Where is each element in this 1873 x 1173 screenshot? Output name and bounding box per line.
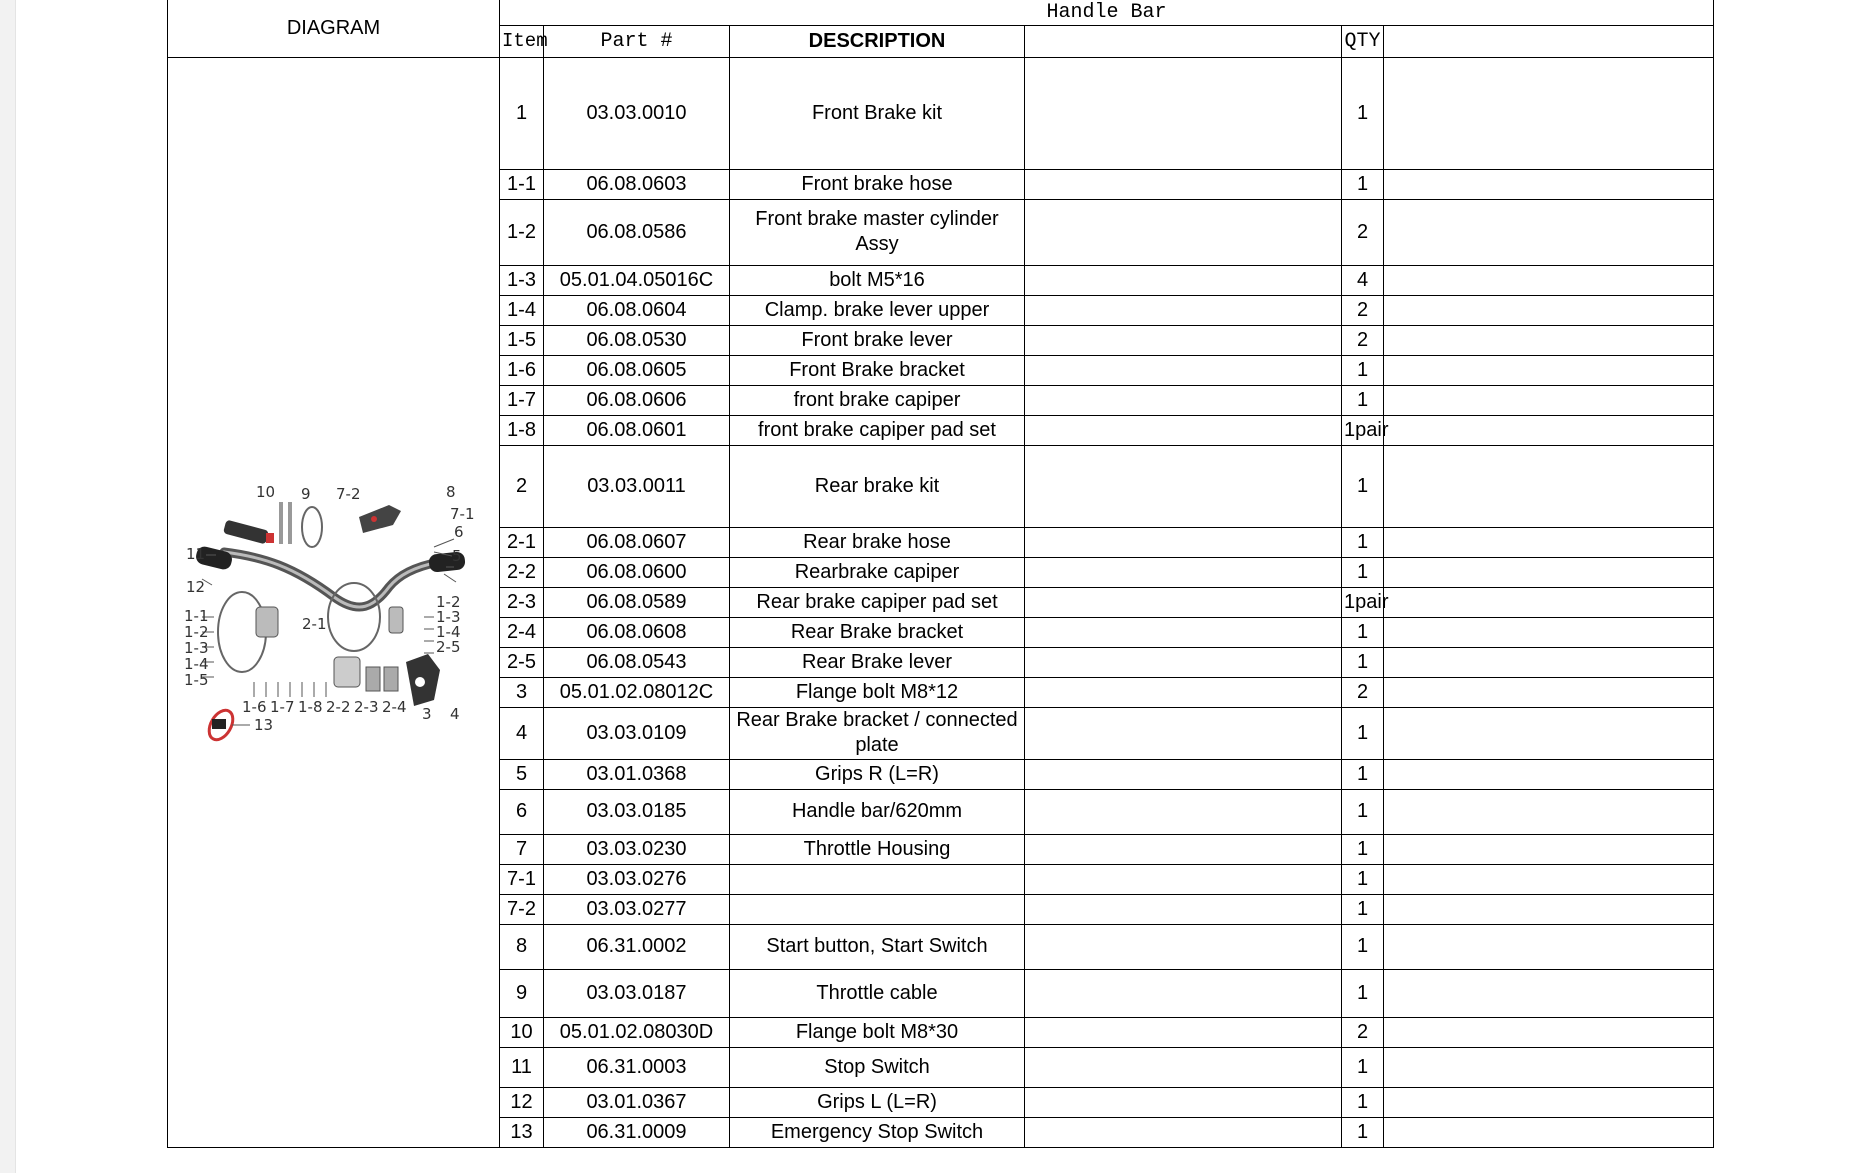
blank-cell xyxy=(1025,355,1342,385)
svg-text:1-5: 1-5 xyxy=(183,671,208,689)
qty-cell: 1 xyxy=(1342,789,1384,834)
qty-cell: 1 xyxy=(1342,445,1384,527)
item-cell: 5 xyxy=(500,759,544,789)
part-number-cell: 06.08.0608 xyxy=(544,617,730,647)
part-number-cell: 06.08.0530 xyxy=(544,325,730,355)
item-cell: 12 xyxy=(500,1087,544,1117)
blank-cell xyxy=(1384,789,1714,834)
blank-cell xyxy=(1384,864,1714,894)
item-cell: 7-1 xyxy=(500,864,544,894)
qty-cell: 1 xyxy=(1342,1087,1384,1117)
blank-cell xyxy=(1384,385,1714,415)
svg-text:13: 13 xyxy=(253,716,273,734)
description-cell: Rear brake kit xyxy=(730,445,1025,527)
item-cell: 1-1 xyxy=(500,169,544,199)
item-cell: 1-3 xyxy=(500,265,544,295)
svg-text:4: 4 xyxy=(449,705,460,723)
part-number-cell: 06.08.0600 xyxy=(544,557,730,587)
blank-cell xyxy=(1384,677,1714,707)
blank-cell xyxy=(1384,647,1714,677)
diagram-header: DIAGRAM xyxy=(168,0,500,57)
description-cell: Front Brake kit xyxy=(730,57,1025,169)
svg-text:1-2: 1-2 xyxy=(435,593,460,611)
blank-cell xyxy=(1384,527,1714,557)
part-number-cell: 06.08.0607 xyxy=(544,527,730,557)
svg-text:6: 6 xyxy=(453,523,464,541)
part-number-cell: 06.08.0601 xyxy=(544,415,730,445)
svg-text:7-1: 7-1 xyxy=(449,505,474,523)
blank-cell xyxy=(1384,834,1714,864)
qty-cell: 1 xyxy=(1342,864,1384,894)
svg-text:2-3: 2-3 xyxy=(353,698,378,716)
description-cell: Flange bolt M8*30 xyxy=(730,1017,1025,1047)
svg-text:1-3: 1-3 xyxy=(183,639,208,657)
blank-cell xyxy=(1025,199,1342,265)
qty-cell: 1 xyxy=(1342,647,1384,677)
blank-cell xyxy=(1025,759,1342,789)
item-cell: 2-2 xyxy=(500,557,544,587)
qty-cell: 1 xyxy=(1342,385,1384,415)
blank-cell xyxy=(1384,1087,1714,1117)
part-number-cell: 03.03.0276 xyxy=(544,864,730,894)
qty-cell: 1 xyxy=(1342,707,1384,759)
throttle-housing-shape xyxy=(359,505,401,533)
blank-cell xyxy=(1384,557,1714,587)
qty-cell: 1 xyxy=(1342,527,1384,557)
blank-cell xyxy=(1384,707,1714,759)
throttle-cable-shape xyxy=(302,507,322,547)
qty-cell: 1 xyxy=(1342,169,1384,199)
qty-cell: 1 xyxy=(1342,1047,1384,1087)
blank-cell xyxy=(1384,445,1714,527)
blank-cell xyxy=(1025,57,1342,169)
diagram-cell xyxy=(168,57,500,1147)
svg-text:11: 11 xyxy=(185,545,205,563)
blank-cell xyxy=(1025,385,1342,415)
part-number-cell: 03.03.0185 xyxy=(544,789,730,834)
svg-text:1-1: 1-1 xyxy=(183,607,208,625)
blank-cell xyxy=(1025,789,1342,834)
part-number-cell: 06.08.0586 xyxy=(544,199,730,265)
blank-cell xyxy=(1025,617,1342,647)
item-cell: 1-6 xyxy=(500,355,544,385)
description-cell: Rear Brake lever xyxy=(730,647,1025,677)
svg-text:1-8: 1-8 xyxy=(297,698,322,716)
item-cell: 1-4 xyxy=(500,295,544,325)
front-master-cylinder-shape xyxy=(256,607,278,637)
svg-text:1-4: 1-4 xyxy=(183,655,208,673)
part-number-cell: 03.01.0368 xyxy=(544,759,730,789)
description-cell: Throttle Housing xyxy=(730,834,1025,864)
header-description: DESCRIPTION xyxy=(730,25,1025,57)
blank-cell xyxy=(1384,617,1714,647)
part-number-cell: 03.03.0010 xyxy=(544,57,730,169)
qty-cell: 1 xyxy=(1342,617,1384,647)
qty-cell: 1 xyxy=(1342,924,1384,969)
item-cell: 8 xyxy=(500,924,544,969)
part-number-cell: 05.01.02.08012C xyxy=(544,677,730,707)
description-cell: Rear Brake bracket / connected plate xyxy=(730,707,1025,759)
qty-cell: 1 xyxy=(1342,1117,1384,1147)
description-cell: Throttle cable xyxy=(730,969,1025,1017)
item-cell: 2-3 xyxy=(500,587,544,617)
part-number-cell: 06.08.0603 xyxy=(544,169,730,199)
part-number-cell: 06.08.0606 xyxy=(544,385,730,415)
description-cell xyxy=(730,894,1025,924)
blank-cell xyxy=(1025,969,1342,1017)
item-cell: 1-8 xyxy=(500,415,544,445)
description-cell: Flange bolt M8*12 xyxy=(730,677,1025,707)
item-cell: 2-5 xyxy=(500,647,544,677)
item-cell: 2-1 xyxy=(500,527,544,557)
blank-cell xyxy=(1384,924,1714,969)
blank-cell xyxy=(1025,415,1342,445)
qty-cell: 1 xyxy=(1342,969,1384,1017)
description-cell: Handle bar/620mm xyxy=(730,789,1025,834)
svg-text:12: 12 xyxy=(185,578,205,596)
qty-cell: 4 xyxy=(1342,265,1384,295)
qty-cell: 2 xyxy=(1342,677,1384,707)
blank-cell xyxy=(1384,169,1714,199)
qty-cell: 1 xyxy=(1342,57,1384,169)
description-cell: Clamp. brake lever upper xyxy=(730,295,1025,325)
table-row xyxy=(168,57,1714,169)
svg-text:7-2: 7-2 xyxy=(335,485,360,503)
blank-cell xyxy=(1025,265,1342,295)
part-number-cell: 05.01.04.05016C xyxy=(544,265,730,295)
blank-cell xyxy=(1384,1117,1714,1147)
blank-cell xyxy=(1025,834,1342,864)
part-number-cell: 03.03.0011 xyxy=(544,445,730,527)
blank-cell xyxy=(1384,894,1714,924)
part-number-cell: 06.08.0604 xyxy=(544,295,730,325)
svg-text:10: 10 xyxy=(255,483,275,501)
blank-cell xyxy=(1025,1087,1342,1117)
description-cell: Rear brake hose xyxy=(730,527,1025,557)
handlebar-exploded-diagram xyxy=(184,457,484,747)
header-blank xyxy=(1025,25,1342,57)
qty-cell: 1pair xyxy=(1342,587,1384,617)
description-cell: front brake capiper pad set xyxy=(730,415,1025,445)
svg-text:1-2: 1-2 xyxy=(183,623,208,641)
blank-cell xyxy=(1384,759,1714,789)
qty-cell: 2 xyxy=(1342,1017,1384,1047)
description-cell: Start button, Start Switch xyxy=(730,924,1025,969)
blank-cell xyxy=(1384,415,1714,445)
part-number-cell: 06.08.0543 xyxy=(544,647,730,677)
rear-brake-hose-shape xyxy=(328,583,380,651)
svg-text:2-1: 2-1 xyxy=(301,615,326,633)
blank-cell xyxy=(1025,677,1342,707)
blank-cell xyxy=(1384,355,1714,385)
svg-text:1-4: 1-4 xyxy=(435,623,460,641)
blank-cell xyxy=(1025,1017,1342,1047)
item-cell: 11 xyxy=(500,1047,544,1087)
blank-cell xyxy=(1025,527,1342,557)
blank-cell xyxy=(1384,295,1714,325)
blank-cell xyxy=(1025,1117,1342,1147)
item-cell: 9 xyxy=(500,969,544,1017)
svg-text:9: 9 xyxy=(300,485,311,503)
svg-text:3: 3 xyxy=(421,705,432,723)
part-number-cell: 06.08.0605 xyxy=(544,355,730,385)
blank-cell xyxy=(1025,647,1342,677)
description-cell: bolt M5*16 xyxy=(730,265,1025,295)
part-number-cell: 06.31.0003 xyxy=(544,1047,730,1087)
qty-cell: 1 xyxy=(1342,355,1384,385)
title-row xyxy=(168,0,1714,25)
blank-cell xyxy=(1384,265,1714,295)
blank-cell xyxy=(1384,199,1714,265)
qty-cell: 1 xyxy=(1342,894,1384,924)
item-cell: 13 xyxy=(500,1117,544,1147)
sheet-title: Handle Bar xyxy=(500,0,1714,25)
stop-switch-shape xyxy=(222,520,268,545)
item-cell: 2 xyxy=(500,445,544,527)
parts-table xyxy=(167,0,1714,1148)
description-cell: Front brake lever xyxy=(730,325,1025,355)
blank-cell xyxy=(1025,894,1342,924)
qty-cell: 1 xyxy=(1342,557,1384,587)
svg-text:1-3: 1-3 xyxy=(435,608,460,626)
blank-cell xyxy=(1025,587,1342,617)
item-cell: 6 xyxy=(500,789,544,834)
description-cell: Emergency Stop Switch xyxy=(730,1117,1025,1147)
description-cell: Front brake hose xyxy=(730,169,1025,199)
description-cell: Rearbrake capiper xyxy=(730,557,1025,587)
svg-text:1-6: 1-6 xyxy=(241,698,266,716)
svg-text:2-4: 2-4 xyxy=(381,698,406,716)
header-qty: QTY xyxy=(1342,25,1384,57)
part-number-cell: 06.31.0009 xyxy=(544,1117,730,1147)
item-cell: 1 xyxy=(500,57,544,169)
svg-text:8: 8 xyxy=(445,483,456,501)
item-cell: 1-5 xyxy=(500,325,544,355)
description-cell: Rear Brake bracket xyxy=(730,617,1025,647)
part-number-cell: 06.08.0589 xyxy=(544,587,730,617)
svg-text:1-7: 1-7 xyxy=(269,698,294,716)
header-item: Item xyxy=(500,25,544,57)
part-number-cell: 05.01.02.08030D xyxy=(544,1017,730,1047)
qty-cell: 2 xyxy=(1342,295,1384,325)
item-cell: 7 xyxy=(500,834,544,864)
qty-cell: 2 xyxy=(1342,199,1384,265)
qty-cell: 2 xyxy=(1342,325,1384,355)
blank-cell xyxy=(1384,587,1714,617)
item-cell: 10 xyxy=(500,1017,544,1047)
description-cell: Stop Switch xyxy=(730,1047,1025,1087)
svg-text:2-5: 2-5 xyxy=(435,638,460,656)
blank-cell xyxy=(1025,864,1342,894)
blank-cell xyxy=(1025,169,1342,199)
part-number-cell: 03.03.0277 xyxy=(544,894,730,924)
blank-cell xyxy=(1025,295,1342,325)
blank-cell xyxy=(1384,57,1714,169)
item-cell: 1-2 xyxy=(500,199,544,265)
description-cell: Grips R (L=R) xyxy=(730,759,1025,789)
qty-cell: 1pair xyxy=(1342,415,1384,445)
blank-cell xyxy=(1025,1047,1342,1087)
rear-caliper-shape xyxy=(334,657,360,687)
blank-cell xyxy=(1384,969,1714,1017)
description-cell: Front Brake bracket xyxy=(730,355,1025,385)
svg-text:2-2: 2-2 xyxy=(325,698,350,716)
description-cell: Front brake master cylinder Assy xyxy=(730,199,1025,265)
part-number-cell: 03.03.0230 xyxy=(544,834,730,864)
header-part-number: Part # xyxy=(544,25,730,57)
blank-cell xyxy=(1384,1047,1714,1087)
blank-cell xyxy=(1025,445,1342,527)
blank-cell xyxy=(1025,924,1342,969)
qty-cell: 1 xyxy=(1342,834,1384,864)
part-number-cell: 03.03.0187 xyxy=(544,969,730,1017)
blank-cell xyxy=(1025,325,1342,355)
part-number-cell: 03.03.0109 xyxy=(544,707,730,759)
part-number-cell: 03.01.0367 xyxy=(544,1087,730,1117)
item-cell: 1-7 xyxy=(500,385,544,415)
description-cell: Grips L (L=R) xyxy=(730,1087,1025,1117)
item-cell: 3 xyxy=(500,677,544,707)
part-number-cell: 06.31.0002 xyxy=(544,924,730,969)
item-cell: 4 xyxy=(500,707,544,759)
description-cell xyxy=(730,864,1025,894)
blank-cell xyxy=(1025,707,1342,759)
blank-cell xyxy=(1384,325,1714,355)
description-cell: Rear brake capiper pad set xyxy=(730,587,1025,617)
item-cell: 7-2 xyxy=(500,894,544,924)
blank-cell xyxy=(1384,1017,1714,1047)
item-cell: 2-4 xyxy=(500,617,544,647)
description-cell: front brake capiper xyxy=(730,385,1025,415)
svg-text:5: 5 xyxy=(451,547,462,565)
qty-cell: 1 xyxy=(1342,759,1384,789)
header-blank-2 xyxy=(1384,25,1714,57)
left-margin-strip xyxy=(0,0,16,1173)
blank-cell xyxy=(1025,557,1342,587)
bolt-shape xyxy=(279,502,283,544)
